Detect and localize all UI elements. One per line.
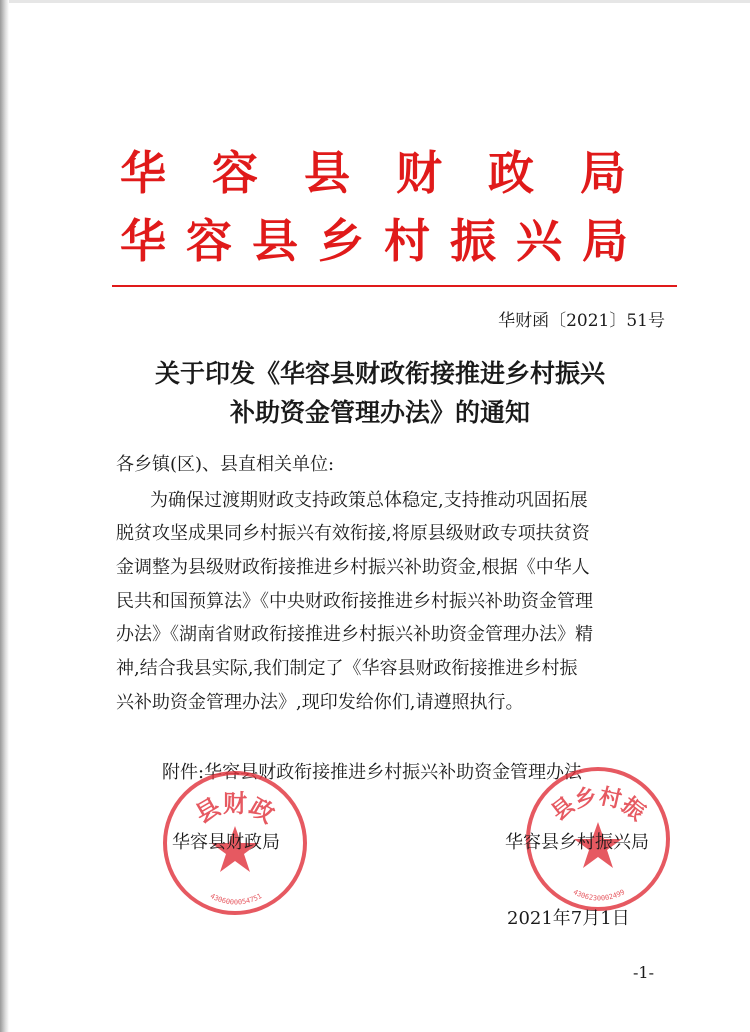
document-number: 华财函〔2021〕51号 [498, 311, 665, 331]
body-line: 神,结合我县实际,我们制定了《华容县财政衔接推进乡村振 [116, 658, 578, 679]
issuer-header-rural: 华容县乡村振兴局 [120, 214, 630, 268]
body-line: 脱贫攻坚成果同乡村振兴有效衔接,将原县级财政专项扶贫资 [116, 523, 590, 544]
salutation: 各乡镇(区)、县直相关单位: [116, 454, 335, 475]
body-line: 办法》《湖南省财政衔接推进乡村振兴补助资金管理办法》精 [116, 624, 593, 645]
seal-left-text: 县财政 [190, 789, 280, 829]
svg-text:县乡村振 [547, 783, 650, 826]
issuer-header-finance: 华 容 县 财 政 局 [120, 146, 630, 200]
page-number: -1- [633, 963, 654, 982]
body-line: 民共和国预算法》《中央财政衔接推进乡村振兴补助资金管理 [116, 591, 593, 612]
attachment-note: 附件:华容县财政衔接推进乡村振兴补助资金管理办法 [162, 762, 583, 783]
svg-text:4306000054751 [209, 892, 263, 906]
svg-text:县财政 [191, 790, 280, 829]
scan-top-edge [0, 0, 750, 3]
red-divider-line [112, 285, 677, 287]
signature-rural-bureau: 华容县乡村振兴局 [505, 832, 649, 853]
body-line: 金调整为县级财政衔接推进乡村振兴补助资金,根据《中华人 [116, 557, 590, 578]
signature-finance-bureau: 华容县财政局 [172, 832, 280, 853]
seal-right-number: 4306230002499 [571, 888, 627, 903]
seal-right-text: 县乡村振 [546, 784, 650, 826]
document-title-line-1: 关于印发《华容县财政衔接推进乡村振兴 [154, 359, 605, 388]
issue-date: 2021年7月1日 [507, 908, 630, 929]
svg-text:4306230002499 [572, 888, 626, 902]
body-line: 为确保过渡期财政支持政策总体稳定,支持推动巩固拓展 [150, 490, 588, 511]
document-title-line-2: 补助资金管理办法》的通知 [229, 398, 530, 427]
body-line: 兴补助资金管理办法》,现印发给你们,请遵照执行。 [116, 692, 524, 713]
scan-left-edge [0, 0, 9, 1032]
seal-left-number: 4306000054751 [208, 892, 264, 907]
